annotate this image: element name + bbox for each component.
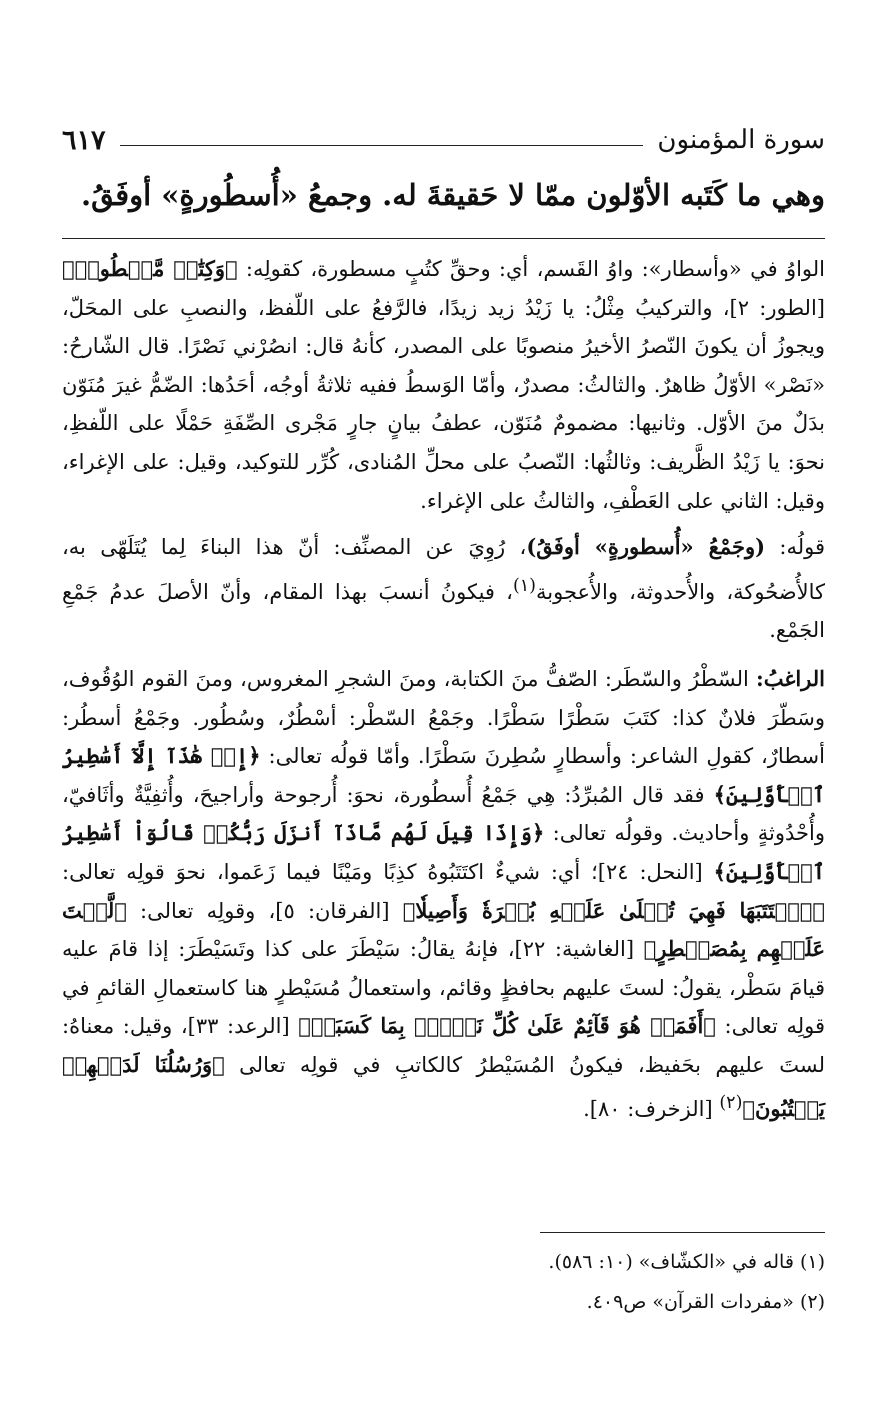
main-text-line: وهي ما كَتَبه الأوّلون ممّا لا حَقيقةَ له. وجمعُ «أُسطُورةٍ» أوفَقُ. <box>80 178 825 212</box>
text: [الغاشية: ٢٢]، فإنهُ يقالُ: سَيْطَرَ على كذا وتَسَيْطَرَ: إذا قامَ عليه قيامَ سَطْر، يقولُ: لستَ عليهم بحافظٍ وقائم، واستعمالُ مُسَيْطرٍ هنا كاستعمالِ القائمِ في قولِه تعالى: <box>62 937 825 1039</box>
commentary-paragraph-2 <box>62 528 825 650</box>
text: [الفرقان: ٥]، وقولِه تعالى: <box>126 898 403 923</box>
quran-quote: ﴿وَكِتَٰبٖ مَّسۡطُورٖ﴾ <box>62 256 238 281</box>
quran-quote: ﴿إِنۡ هَٰذَآ إِلَّآ أَسَٰطِيرُ ٱلۡأَوَّلِينَ﴾ <box>62 743 825 807</box>
text: الواوُ في «وأسطار»: واوُ القَسم، أي: وحقِّ كتُبٍ مسطورة، كقولِه: <box>237 257 825 281</box>
quoted-lemma: (وجَمْعُ «أُسطورةٍ» أوفَقُ) <box>526 534 766 560</box>
quran-quote: ﴿لَّسۡتَ عَلَيۡهِم بِمُصَيۡطِرٍ﴾ <box>62 897 825 962</box>
footnote-divider <box>540 1232 825 1233</box>
commentary <box>62 250 825 1137</box>
text: ، فيكونُ أنسبَ بهذا المقام، وأنّ الأصلَ عدمُ جَمْعِ الجَمْع. <box>62 579 825 643</box>
quran-quote: ﴿وَرُسُلُنَا لَدَيۡهِمۡ يَكۡتُبُونَ﴾ <box>62 1051 825 1122</box>
footnote-1: (١) قاله في «الكشّاف» (١٠: ٥٨٦). <box>548 1251 825 1273</box>
commentary-paragraph-3 <box>62 660 825 1129</box>
page-header <box>62 118 825 162</box>
footnote-2: (٢) «مفردات القرآن» ص٤٠٩. <box>586 1291 825 1313</box>
footnote-ref[interactable]: (٢) <box>719 1093 743 1114</box>
text: قولُه: <box>765 535 825 560</box>
text: فقد قال المُبرِّدُ: هِي جَمْعُ أُسطُورة، نحوَ: أُرجوحة وأراجيحَ، وأُثفِيَّةٌ وأثَافيّ، وأُحْدُوثةٍ وأحاديث. وقولُه تعالى: <box>62 782 826 846</box>
text: [النحل: ٢٤]؛ أي: شيءٌ اكتَتَبُوهُ كذِبًا ومَيْنًا فيما زَعَموا، نحوَ قولِه تعالى: <box>62 859 714 884</box>
text: ، رُوِيَ عن المصنِّف: أنّ هذا البناءَ لِما يُتَلَهّى به، كالأُضحُوكة، والأُحدوثة، والأُعجوبة <box>62 535 825 604</box>
text: [الطور: ٢]، والتركيبُ مِثْلُ: يا زَيْدُ زيد زيدًا، فالرَّفعُ على اللّفظ، والنصبِ على المحَلّ، ويجوزُ أن يكونَ النّصرُ الأخيرُ منصوبًا على المصدر، كأنهُ قال: انصُرْني نَصْرًا. قال الشّارحُ: «نَصْر» الأوّلُ ظاهرٌ. والثالثُ: مصدرٌ، وأمّا الوَسطُ ففيه ثلاثةُ أوجُه، أحَدُها: الضّمُّ غيرَ مُنَوّن بدَلٌ منَ الأوّل. وثانيها: مضمومٌ مُنَوّن، عطفُ بيانٍ جارٍ مَجْرى الصِّفَةِ حَمْلًا على اللّفظِ، نحوَ: يا زَيْدُ الظَّريف: وثالثُها: النّصبُ على محلِّ المُنادى، كُرِّر للتوكيد، وقيل: على الإغراء، وقيل: الثاني على العَطْفِ، والثالثُ على الإغراء. <box>62 295 825 513</box>
footnotes <box>62 1242 825 1322</box>
surah-title: سورة المؤمنون <box>657 125 825 155</box>
commentary-paragraph-1 <box>62 250 825 520</box>
text: [الرعد: ٣٣]، وقيل: معناهُ: لستَ عليهم بحَفيظ، فيكونُ المُسَيْطرُ كالكاتبِ في قولِه تعالى <box>62 1014 825 1077</box>
quran-quote: ﴿أَفَمَنۡ هُوَ قَآئِمٌ عَلَىٰ كُلِّ نَفۡسِۭ بِمَا كَسَبَتۡ﴾ <box>298 1013 716 1039</box>
text: السّطْرُ والسّطَر: الصّفُّ منَ الكتابة، ومنَ الشجرِ المغروس، ومنَ القوم الوُقُوف، وسَطّرَ فلانٌ كذا: كتَبَ سَطْرًا سَطْرًا. وجَمْعُ السّطْر: أسْطُرٌ، وسُطُور. وجَمْعُ أسطُر: أسطارٌ، كقولِ الشاعر: وأسطارٍ سُطِرنَ سَطْرًا. وأمّا قولُه تعالى: <box>62 666 825 769</box>
page-number: ٦١٧ <box>62 124 106 156</box>
quran-quote: ﴿ٱكۡتَتَبَهَا فَهِيَ تُمۡلَىٰ عَلَيۡهِ بُكۡرَةٗ وَأَصِيلٗا﴾ <box>402 897 825 923</box>
text: [الزخرف: ٨٠]. <box>583 1097 720 1122</box>
main-text-divider <box>62 238 825 239</box>
source-label: الراغبُ: <box>755 665 825 691</box>
header-rule <box>120 145 644 146</box>
footnote-ref[interactable]: (١) <box>512 575 536 596</box>
quran-quote: ﴿وَإِذَا قِيلَ لَهُم مَّاذَآ أَنزَلَ رَبُّكُمۡ قَالُوٓاْ أَسَٰطِيرُ ٱلۡأَوَّلِينَ﴾ <box>62 820 825 884</box>
